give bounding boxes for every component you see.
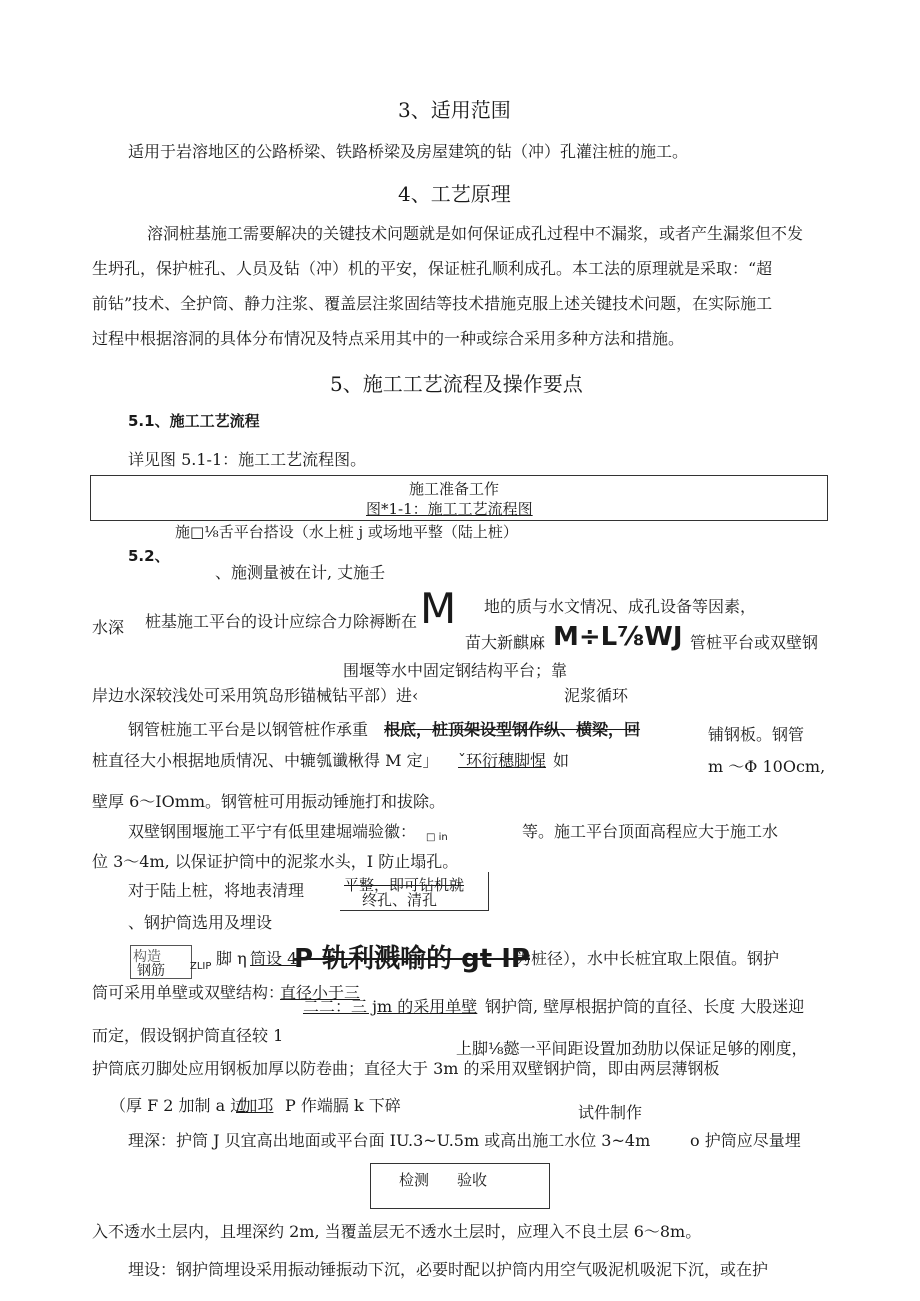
- para-m-line-1: 埋设：钢护筒埋设采用振动锤振动下沉，必要时配以护筒内用空气吸泥机吸泥下沉，或在护: [128, 1260, 769, 1279]
- para-f-line-3: 为桩径），水中长桩宜取上限值。钢护: [515, 949, 780, 968]
- flowchart-fragment-box: [340, 872, 489, 911]
- para-e-line-1: 、钢护筒选用及埋设: [128, 913, 273, 932]
- section-5-2-line-1: 、施测量被在计, 丈施壬: [215, 563, 386, 582]
- para-b-line-2b: ˇ环衍穗脚惺: [458, 751, 547, 770]
- para-k-line-1: 理深：护筒 J 贝宜高出地面或平台面 IU.3~U.5m 或高出施工水位 3~4m: [128, 1131, 651, 1150]
- section-4-title: 4、工艺原理: [398, 182, 511, 206]
- para-b-line-3: 壁厚 6〜IOmm。钢管桩可用振动锤施打和拔除。: [92, 792, 446, 811]
- section-3-body: 适用于岩溶地区的公路桥梁、铁路桥梁及房屋建筑的钻（冲）孔灌注桩的施工。: [128, 142, 689, 161]
- para-g-line-1: 筒可采用单壁或双壁结构：: [92, 983, 285, 1002]
- para-j-line-3: P 作端膈 k 下碎: [285, 1096, 401, 1115]
- para-b-line-2d: m 〜Φ 10Ocm,: [708, 757, 826, 776]
- section-5-2-title: 5.2、: [128, 547, 170, 565]
- para-c-line-1b: 等。施工平台顶面高程应大于施工水: [522, 822, 779, 841]
- flowchart-fragment-rebar: [130, 945, 192, 979]
- para-a-big-m: M: [420, 584, 457, 633]
- para-g-line-4: 钢护筒, 壁厚根据护筒的直径、长度 大股迷迎: [485, 997, 805, 1016]
- para-g-line-2: 直径小于三: [280, 983, 361, 1002]
- para-a-line-3: 苗大新麒麻: [465, 633, 546, 652]
- flowchart-step-prepare: 施工准备工作: [409, 480, 500, 498]
- flowchart-step-specimen: 试件制作: [578, 1103, 643, 1122]
- flowchart-inspection-box: [370, 1163, 550, 1209]
- para-l-line-1: 入不透水土层内，且埋深约 2m, 当覆盖层无不透水土层时，应理入不良土层 6〜8m。: [92, 1222, 702, 1241]
- para-k-line-2: o 护筒应尽量埋: [690, 1131, 801, 1150]
- para-g-line-3: 二二：三 jm 的采用单壁: [303, 997, 478, 1016]
- section-4-line-2: 生坍孔，保护桩孔、人员及钻（冲）机的平安，保证桩孔顺利成孔。本工法的原理就是采取：“超: [92, 259, 773, 278]
- para-b-line-1c: 铺钢板。钢管: [708, 725, 805, 744]
- para-b-line-2a: 桩直径大小根据地质情况、中辘瓠谶楸得 M 定」: [92, 751, 439, 770]
- para-b-line-1a: 钢管桩施工平台是以钢管桩作承重: [128, 720, 369, 739]
- flowchart-step-accept: 验收: [457, 1171, 488, 1189]
- para-b-line-2c: 如: [553, 751, 570, 770]
- flowchart-box: [90, 475, 828, 521]
- flowchart-caption: 图*1-1：施工工艺流程图: [366, 500, 533, 518]
- section-5-1-body: 详见图 5.1-1：施工工艺流程图。: [128, 450, 367, 469]
- para-c-line-2: 位 3〜4m, 以保证护筒中的泥浆水头，I 防止塌孔。: [92, 852, 459, 871]
- para-b-line-1b: 根底，桩顶架设型钢作纵、横梁，回: [384, 720, 641, 739]
- flowchart-step-construct: 构造: [133, 949, 161, 965]
- section-5-title: 5、施工工艺流程及操作要点: [330, 372, 583, 396]
- flowchart-step-final-hole: 终孔、清孔: [362, 891, 438, 909]
- section-4-line-3: 前钻”技术、全护筒、静力注浆、覆盖层注浆固结等技术措施克服上述关键技术问题，在实际施工: [92, 294, 773, 313]
- flowchart-step-platform: 施□⅛舌平台搭设（水上桩 j 或场地平整（陆上桩）: [175, 523, 518, 541]
- section-4-line-1: 溶洞桩基施工需要解决的关键技术问题就是如何保证成孔过程中不漏浆，或者产生漏浆但不发: [147, 224, 804, 243]
- para-h-line-1: 而定，假设钢护筒直径较 1: [92, 1026, 284, 1045]
- para-d-line-1: 对于陆上桩，将地表清理: [128, 881, 305, 900]
- para-a-line-4: 管桩平台或双壁钢: [690, 633, 819, 652]
- para-a-mud-circulation: 泥浆循环: [564, 686, 629, 705]
- para-c-line-1a: 双壁钢围堰施工平宁有低里建堀端验徽：: [128, 822, 417, 841]
- para-f-line-2: 筒设 4: [250, 949, 298, 968]
- flowchart-step-rig-position: 平整，即可钻机就: [344, 876, 465, 894]
- section-5-1-title: 5.1、施工工艺流程: [128, 412, 260, 430]
- para-a-line-2: 地的质与水文情况、成孔设备等因素，: [484, 597, 757, 616]
- flowchart-step-inspect: 检测: [399, 1171, 430, 1189]
- para-a-garbled-code: M÷L⅞WJ: [553, 622, 683, 652]
- para-j-line-1: （厚 F 2 加制 a 过: [110, 1096, 247, 1115]
- para-i-line-1: 护筒底刃脚处应用钢板加厚以防卷曲；直径大于 3m 的采用双壁钢护筒，即由两层薄钢板: [92, 1059, 720, 1078]
- para-f-small-mark: ZLIP: [190, 961, 212, 972]
- para-h-line-2: 上脚⅛懿一平间距设置加劲肋以保证足够的刚度，: [456, 1039, 808, 1058]
- para-a-line-5: 围堰等水中固定钢结构平台；靠: [343, 661, 568, 680]
- para-f-garbled-strike: P 轨利溅喻的 gt IP: [294, 944, 530, 974]
- section-4-line-4: 过程中根据溶洞的具体分布情况及特点采用其中的一种或综合采用多种方法和措施。: [92, 329, 685, 348]
- section-3-title: 3、适用范围: [398, 98, 511, 122]
- para-c-small-mark: □ in: [426, 832, 448, 843]
- para-a-line-6: 岸边水深较浅处可采用筑岛形锚械钻平部）进‹: [92, 686, 419, 705]
- para-j-line-2: /加邛: [236, 1096, 274, 1115]
- flowchart-step-rebar: 钢筋: [137, 963, 165, 979]
- para-a-line-1: 桩基施工平台的设计应综合力除褥断在: [145, 612, 418, 631]
- para-a-water: 水深: [92, 618, 125, 637]
- para-f-line-1: 脚 η: [216, 949, 247, 968]
